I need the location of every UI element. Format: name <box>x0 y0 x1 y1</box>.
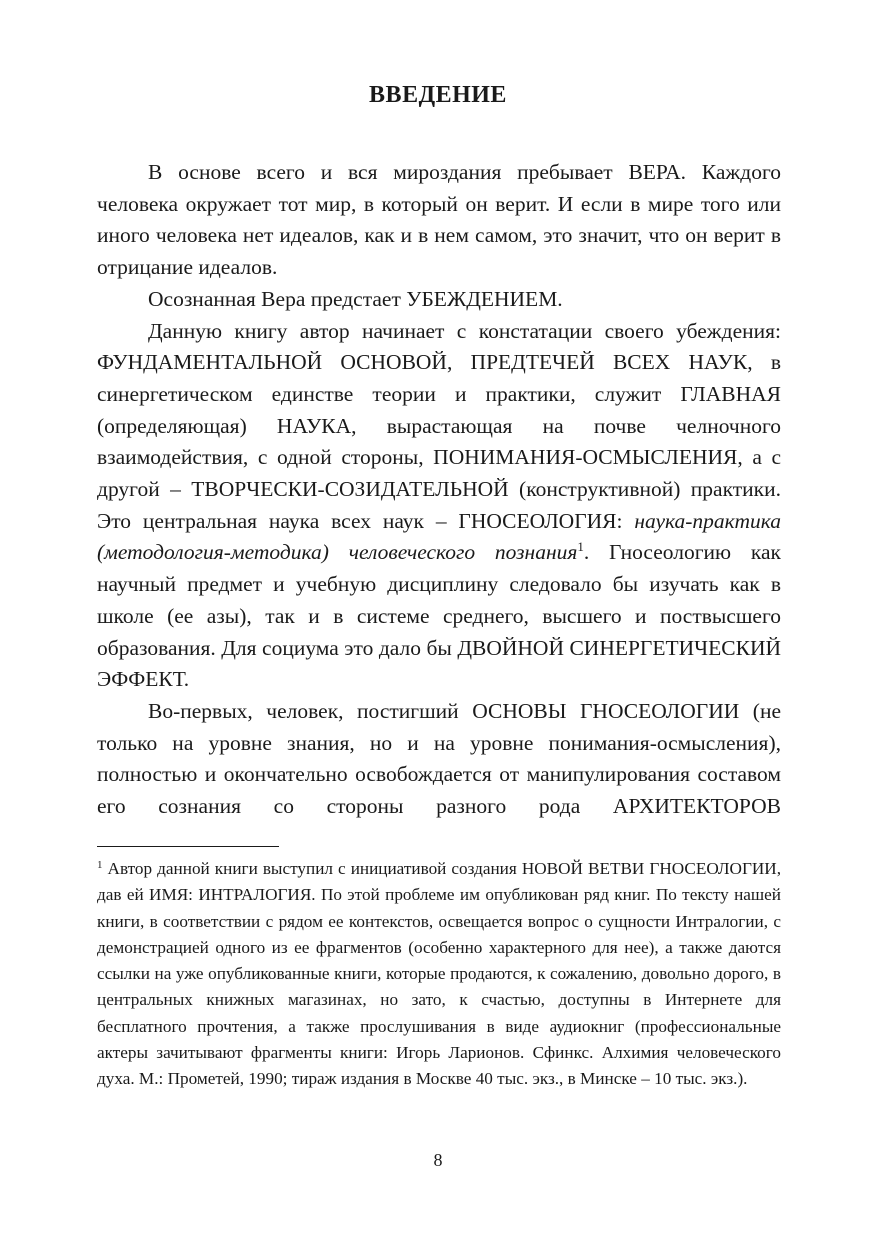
footnote-mark: 1 <box>97 859 103 871</box>
paragraph-1: В основе всего и вся мироздания пребывает ВЕРА. Каждого человека окружает тот мир, в который он верит. И если в мире того или иного человека нет идеалов, как и в нем самом, это значит, что он верит в отрицание идеалов. <box>97 160 781 280</box>
main-text <box>97 157 781 823</box>
paragraph-3-text-start: Данную книгу автор начинает с констатации своего убеждения: ФУНДАМЕНТАЛЬНОЙ ОСНОВОЙ, ПРЕДТЕЧЕЙ ВСЕХ НАУК, в синергетическом единстве теории и практики, служит ГЛАВНАЯ (определяющая) НАУКА, вырастающая на почве челночного взаимодействия, с одной стороны, ПОНИМАНИЯ-ОСМЫСЛЕНИЯ, а с другой – ТВОРЧЕСКИ-СОЗИДАТЕЛЬНОЙ (конструктивной) практики. Это центральная наука всех наук – ГНОСЕОЛОГИЯ: <box>97 318 781 533</box>
page-title: ВВЕДЕНИЕ <box>369 82 507 108</box>
footnote-reference[interactable]: 1 <box>577 539 584 555</box>
footnote-text: Автор данной книги выступил с инициативой создания НОВОЙ ВЕТВИ ГНОСЕОЛОГИИ, дав ей ИМЯ: ИНТРАЛОГИЯ. По этой проблеме им опубликован ряд книг. По тексту нашей книги, в соответствии с рядом ее контекстов, освещается вопрос о сущности Интралогии, с демонстрацией одного из ее фрагментов (особенно характерного для нее), а также даются ссылки на уже опубликованные книги, которые продаются, к сожалению, довольно дорого, в центральных книжных магазинах, но зато, к счастью, доступны в Интернете для бесплатного прочтения, а также прослушивания в виде аудиокниг (профессиональные актеры зачитывают фрагменты книги: Игорь Ларионов. Сфинкс. Алхимия человеческого духа. М.: Прометей, 1990; тираж издания в Москве 40 тыс. экз., в Минске – 10 тыс. экз.). <box>97 859 781 1089</box>
page-number: 8 <box>433 1150 443 1170</box>
paragraph-3 <box>97 316 781 696</box>
footnote-divider <box>97 846 279 847</box>
footnote <box>97 856 781 1093</box>
paragraph-2: Осознанная Вера предстает УБЕЖДЕНИЕМ. <box>148 286 563 311</box>
paragraph-4: Во-первых, человек, постигший ОСНОВЫ ГНОСЕОЛОГИИ (не только на уровне знания, но и на уровне понимания-осмысления), полностью и окончательно освобождается от манипулирования составом его сознания со стороны разного рода АРХИТЕКТОРОВ <box>97 698 781 819</box>
paragraph-3-text-end: . Гносеологию как научный предмет и учебную дисциплину следовало бы изучать как в школе (ее азы), так и в системе среднего, высшего и поствысшего образования. Для социума это дало бы ДВОЙНОЙ СИНЕРГЕТИЧЕСКИЙ ЭФФЕКТ. <box>97 540 781 692</box>
paragraph-3-italic-definition: наука-практика (методология-методика) человеческого познания <box>97 508 781 565</box>
